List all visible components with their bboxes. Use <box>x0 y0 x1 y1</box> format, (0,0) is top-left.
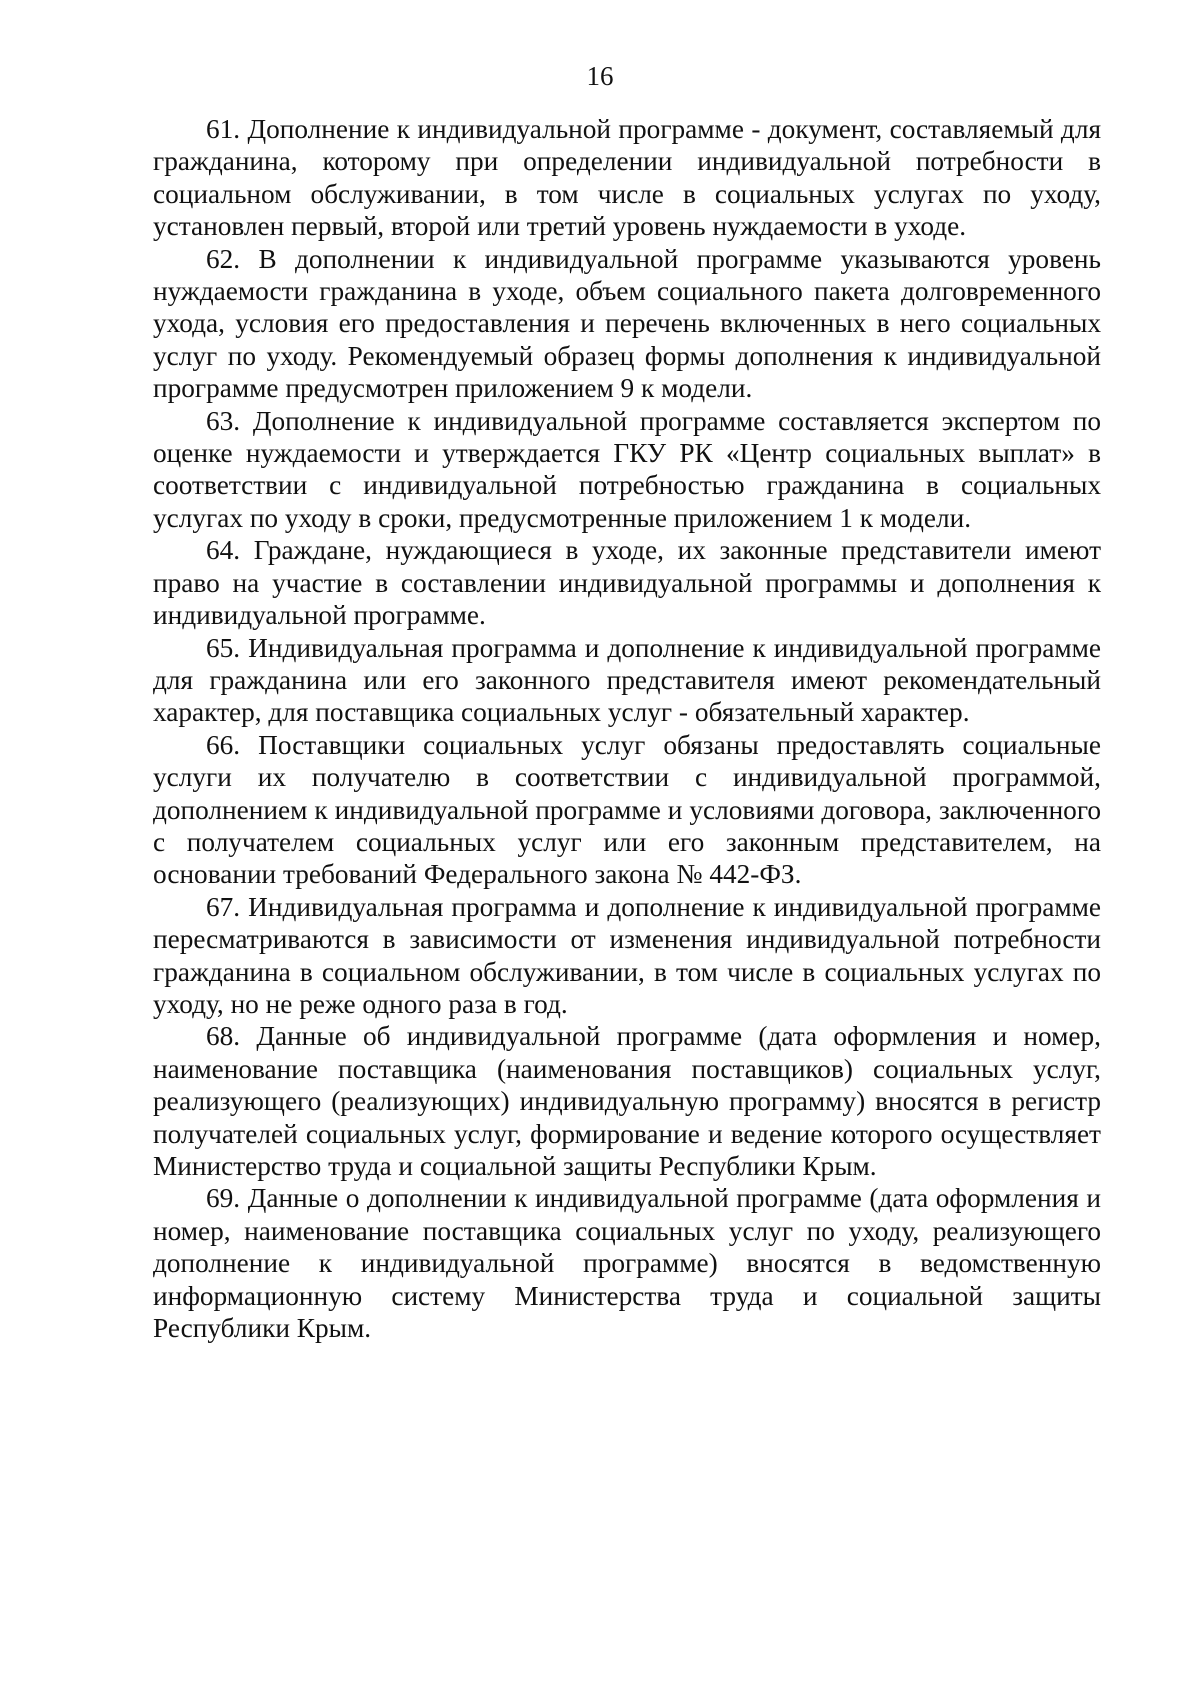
paragraph-62: 62. В дополнении к индивидуальной программе указываются уровень нуждаемости гражданина в уходе, объем социального пакета долговременного ухода, условия его предоставления и перечень включенных в него социальных услуг по уходу. Рекомендуемый образец формы дополнения к индивидуальной программе предусмотрен приложением 9 к модели. <box>153 243 1101 404</box>
paragraph-67: 67. Индивидуальная программа и дополнение к индивидуальной программе пересматриваются в зависимости от изменения индивидуальной потребности гражданина в социальном обслуживании, в том числе в социальных услугах по уходу, но не реже одного раза в год. <box>153 891 1101 1019</box>
document-body <box>153 113 1101 1344</box>
paragraph-63: 63. Дополнение к индивидуальной программе составляется экспертом по оценке нуждаемости и утверждается ГКУ РК «Центр социальных выплат» в соответствии с индивидуальной потребностью гражданина в социальных услугах по уходу в сроки, предусмотренные приложением 1 к модели. <box>153 405 1101 533</box>
paragraph-69: 69. Данные о дополнении к индивидуальной программе (дата оформления и номер, наименование поставщика социальных услуг по уходу, реализующего дополнение к индивидуальной программе) вносятся в ведомственную информационную систему Министерства труда и социальной защиты Республики Крым. <box>153 1183 1101 1344</box>
paragraph-65: 65. Индивидуальная программа и дополнение к индивидуальной программе для гражданина или его законного представителя имеют рекомендательный характер, для поставщика социальных услуг - обязательный характер. <box>153 632 1101 728</box>
paragraph-64: 64. Граждане, нуждающиеся в уходе, их законные представители имеют право на участие в составлении индивидуальной программы и дополнения к индивидуальной программе. <box>153 535 1101 631</box>
paragraph-68: 68. Данные об индивидуальной программе (дата оформления и номер, наименование поставщика (наименования поставщиков) социальных услуг, реализующего (реализующих) индивидуальную программу) вносятся в регистр получателей социальных услуг, формирование и ведение которого осуществляет Министерство труда и социальной защиты Республики Крым. <box>153 1021 1101 1181</box>
paragraph-66: 66. Поставщики социальных услуг обязаны предоставлять социальные услуги их получателю в соответствии с индивидуальной программой, дополнением к индивидуальной программе и условиями договора, заключенного с получателем социальных услуг или его законным представителем, на основании требований Федерального закона № 442-ФЗ. <box>153 729 1101 890</box>
page-number: 16 <box>586 61 614 91</box>
paragraph-61: 61. Дополнение к индивидуальной программе - документ, составляемый для гражданина, которому при определении индивидуальной потребности в социальном обслуживании, в том числе в социальных услугах по уходу, установлен первый, второй или третий уровень нуждаемости в уходе. <box>153 114 1101 242</box>
